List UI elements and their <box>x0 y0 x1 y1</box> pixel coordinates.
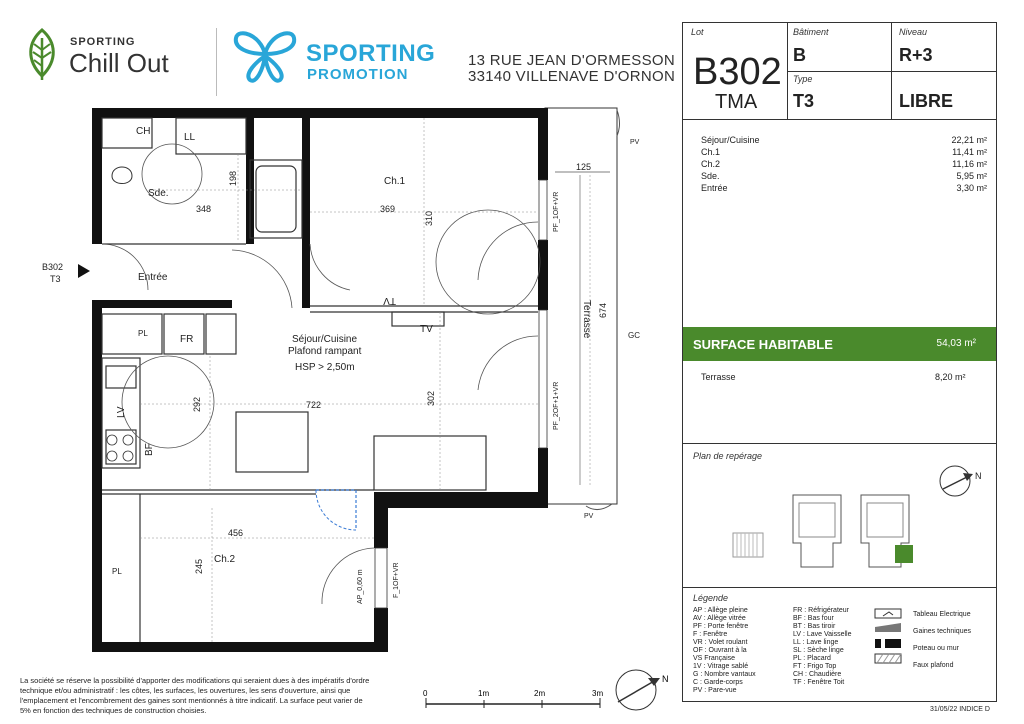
surface-row: Sde. 5,95 m² <box>701 171 987 181</box>
legend-col2: FR : Réfrigérateur BF : Bas four BT : Bas tiroir LV : Lave Vaisselle LL : Lave linge SL : Sèche linge PL : Placard FT : Frigo Top CH : Chaudière TF : Fenêtre Toit <box>793 607 852 686</box>
legend-title: Légende <box>693 593 729 603</box>
compass-icon <box>940 466 973 496</box>
label-ll: LL <box>184 132 196 143</box>
batiment-label: Bâtiment <box>793 27 829 37</box>
entry-arrow-icon <box>78 264 90 278</box>
label-fr: FR <box>180 334 194 345</box>
reperage-title: Plan de repérage <box>693 451 763 461</box>
surface-habitable-bar <box>683 327 996 361</box>
svg-text:125: 125 <box>576 162 592 172</box>
surface-row: Ch.2 11,16 m² <box>701 159 987 169</box>
legend-col1: AP : Allège pleine AV : Allège vitrée PF : Porte fenêtre F : Fenêtre VR : Volet roulant OF : Ouvrant à la VS Française 1V : Vitrage sablé G : Nombre vantaux C : Garde-corps PV : Pare-vue <box>693 607 756 694</box>
lot-sub: TMA <box>715 91 758 113</box>
label-bf: BF <box>144 443 155 456</box>
svg-text:0: 0 <box>423 689 428 698</box>
svg-text:722: 722 <box>306 400 322 410</box>
toilet-icon <box>112 167 132 184</box>
entry-type-label: T3 <box>50 274 61 284</box>
svg-text:292: 292 <box>192 396 202 412</box>
terrasse-value: 8,20 m² <box>935 372 966 382</box>
butterfly-icon <box>232 28 298 84</box>
svg-text:310: 310 <box>424 210 434 226</box>
cooktop-icon <box>107 435 133 461</box>
terrasse-label: Terrasse <box>701 372 736 382</box>
svg-text:369: 369 <box>380 204 396 214</box>
legend-symbols <box>873 607 907 667</box>
label-pl: PL <box>138 329 148 338</box>
niveau-value: R+3 <box>899 45 933 65</box>
document-date: 31/05/22 INDICE D <box>930 706 990 713</box>
surfaces-list <box>701 135 987 195</box>
svg-text:2m: 2m <box>534 689 546 698</box>
address-line2: 33140 VILLENAVE D'ORNON <box>468 68 676 85</box>
label-entree: Entrée <box>138 272 168 283</box>
label-tv-upper: TV <box>383 295 396 306</box>
label-pl2: PL <box>112 567 122 576</box>
tableau-electrique-icon <box>875 609 901 618</box>
surface-row: Séjour/Cuisine 22,21 m² <box>701 135 987 145</box>
label-sejour: Séjour/Cuisine <box>292 334 358 345</box>
svg-text:PV: PV <box>630 139 640 146</box>
info-panel <box>682 22 997 702</box>
north-compass <box>612 662 672 716</box>
batiment-value: B <box>793 45 806 65</box>
poteau-icon <box>875 639 881 648</box>
brand-name: Chill Out <box>69 48 169 78</box>
svg-text:1m: 1m <box>478 689 490 698</box>
floor-plan <box>20 100 680 660</box>
surface-habitable-value: 54,03 m² <box>936 338 976 349</box>
svg-text:PF_2OF+1+VR: PF_2OF+1+VR <box>553 381 560 430</box>
svg-text:348: 348 <box>196 204 212 214</box>
promo-sub: PROMOTION <box>307 66 409 83</box>
promo-title: SPORTING <box>306 40 436 67</box>
type-value: T3 <box>793 91 815 111</box>
svg-text:3m: 3m <box>592 689 604 698</box>
brand-small: SPORTING <box>70 36 136 48</box>
scale-bar <box>420 686 610 716</box>
svg-text:GC: GC <box>628 331 640 340</box>
sporting-promotion-logo <box>232 28 452 88</box>
svg-text:245: 245 <box>194 558 204 574</box>
svg-text:N: N <box>975 471 982 481</box>
svg-text:674: 674 <box>598 302 608 318</box>
entry-lot-label: B302 <box>42 262 64 272</box>
label-plafond: Plafond rampant <box>288 346 362 357</box>
niveau-label: Niveau <box>899 27 928 37</box>
surface-habitable-label: SURFACE HABITABLE <box>693 337 833 352</box>
surface-row: Entrée 3,30 m² <box>701 183 987 193</box>
label-ch1: Ch.1 <box>384 176 406 187</box>
label-ch: CH <box>136 126 151 137</box>
label-ch2: Ch.2 <box>214 554 236 565</box>
svg-text:456: 456 <box>228 528 244 538</box>
label-lv: LV <box>116 406 127 418</box>
surface-row: Ch.1 11,41 m² <box>701 147 987 157</box>
chillout-logo <box>22 28 212 88</box>
legend-symbols-labels: Tableau Electrique Gaines techniques Poteau ou mur Faux plafond <box>913 611 971 669</box>
svg-text:198: 198 <box>228 170 238 186</box>
svg-text:PF_1OF+VR: PF_1OF+VR <box>553 191 560 232</box>
disclaimer: La société se réserve la possibilité d'apporter des modifications qui seraient dues à des impératifs d'ordre technique et/ou administratif : les côtes, les surfaces, les ouvertures, les sens d'ouverture, ainsi que l'emplacement et l'encombrement des gaines sont mentionnés à titre indicatif. La surface peut varier de 5% en fonction des techniques de construction choisies. <box>20 676 370 715</box>
label-sde: Sde. <box>148 188 169 199</box>
leaf-icon <box>22 28 62 83</box>
label-hsp: HSP > 2,50m <box>295 362 355 373</box>
type-label: Type <box>793 74 813 84</box>
compass-needle-icon <box>618 680 656 702</box>
gaines-icon <box>875 623 901 632</box>
svg-text:AP_0,60 m: AP_0,60 m <box>357 569 364 604</box>
svg-text:302: 302 <box>426 390 436 406</box>
header-divider <box>216 28 217 96</box>
address-line1: 13 RUE JEAN D'ORMESSON <box>468 52 676 69</box>
lot-label: Lot <box>691 27 704 37</box>
label-tv: TV <box>420 324 433 335</box>
lot-value: B302 <box>693 51 782 93</box>
status-value: LIBRE <box>899 91 953 111</box>
svg-text:N: N <box>662 674 669 684</box>
reperage-map <box>723 463 983 583</box>
label-terrasse: Terrasse <box>581 300 592 339</box>
svg-text:PV: PV <box>584 513 594 520</box>
svg-text:F_1OF+VR: F_1OF+VR <box>393 562 400 598</box>
